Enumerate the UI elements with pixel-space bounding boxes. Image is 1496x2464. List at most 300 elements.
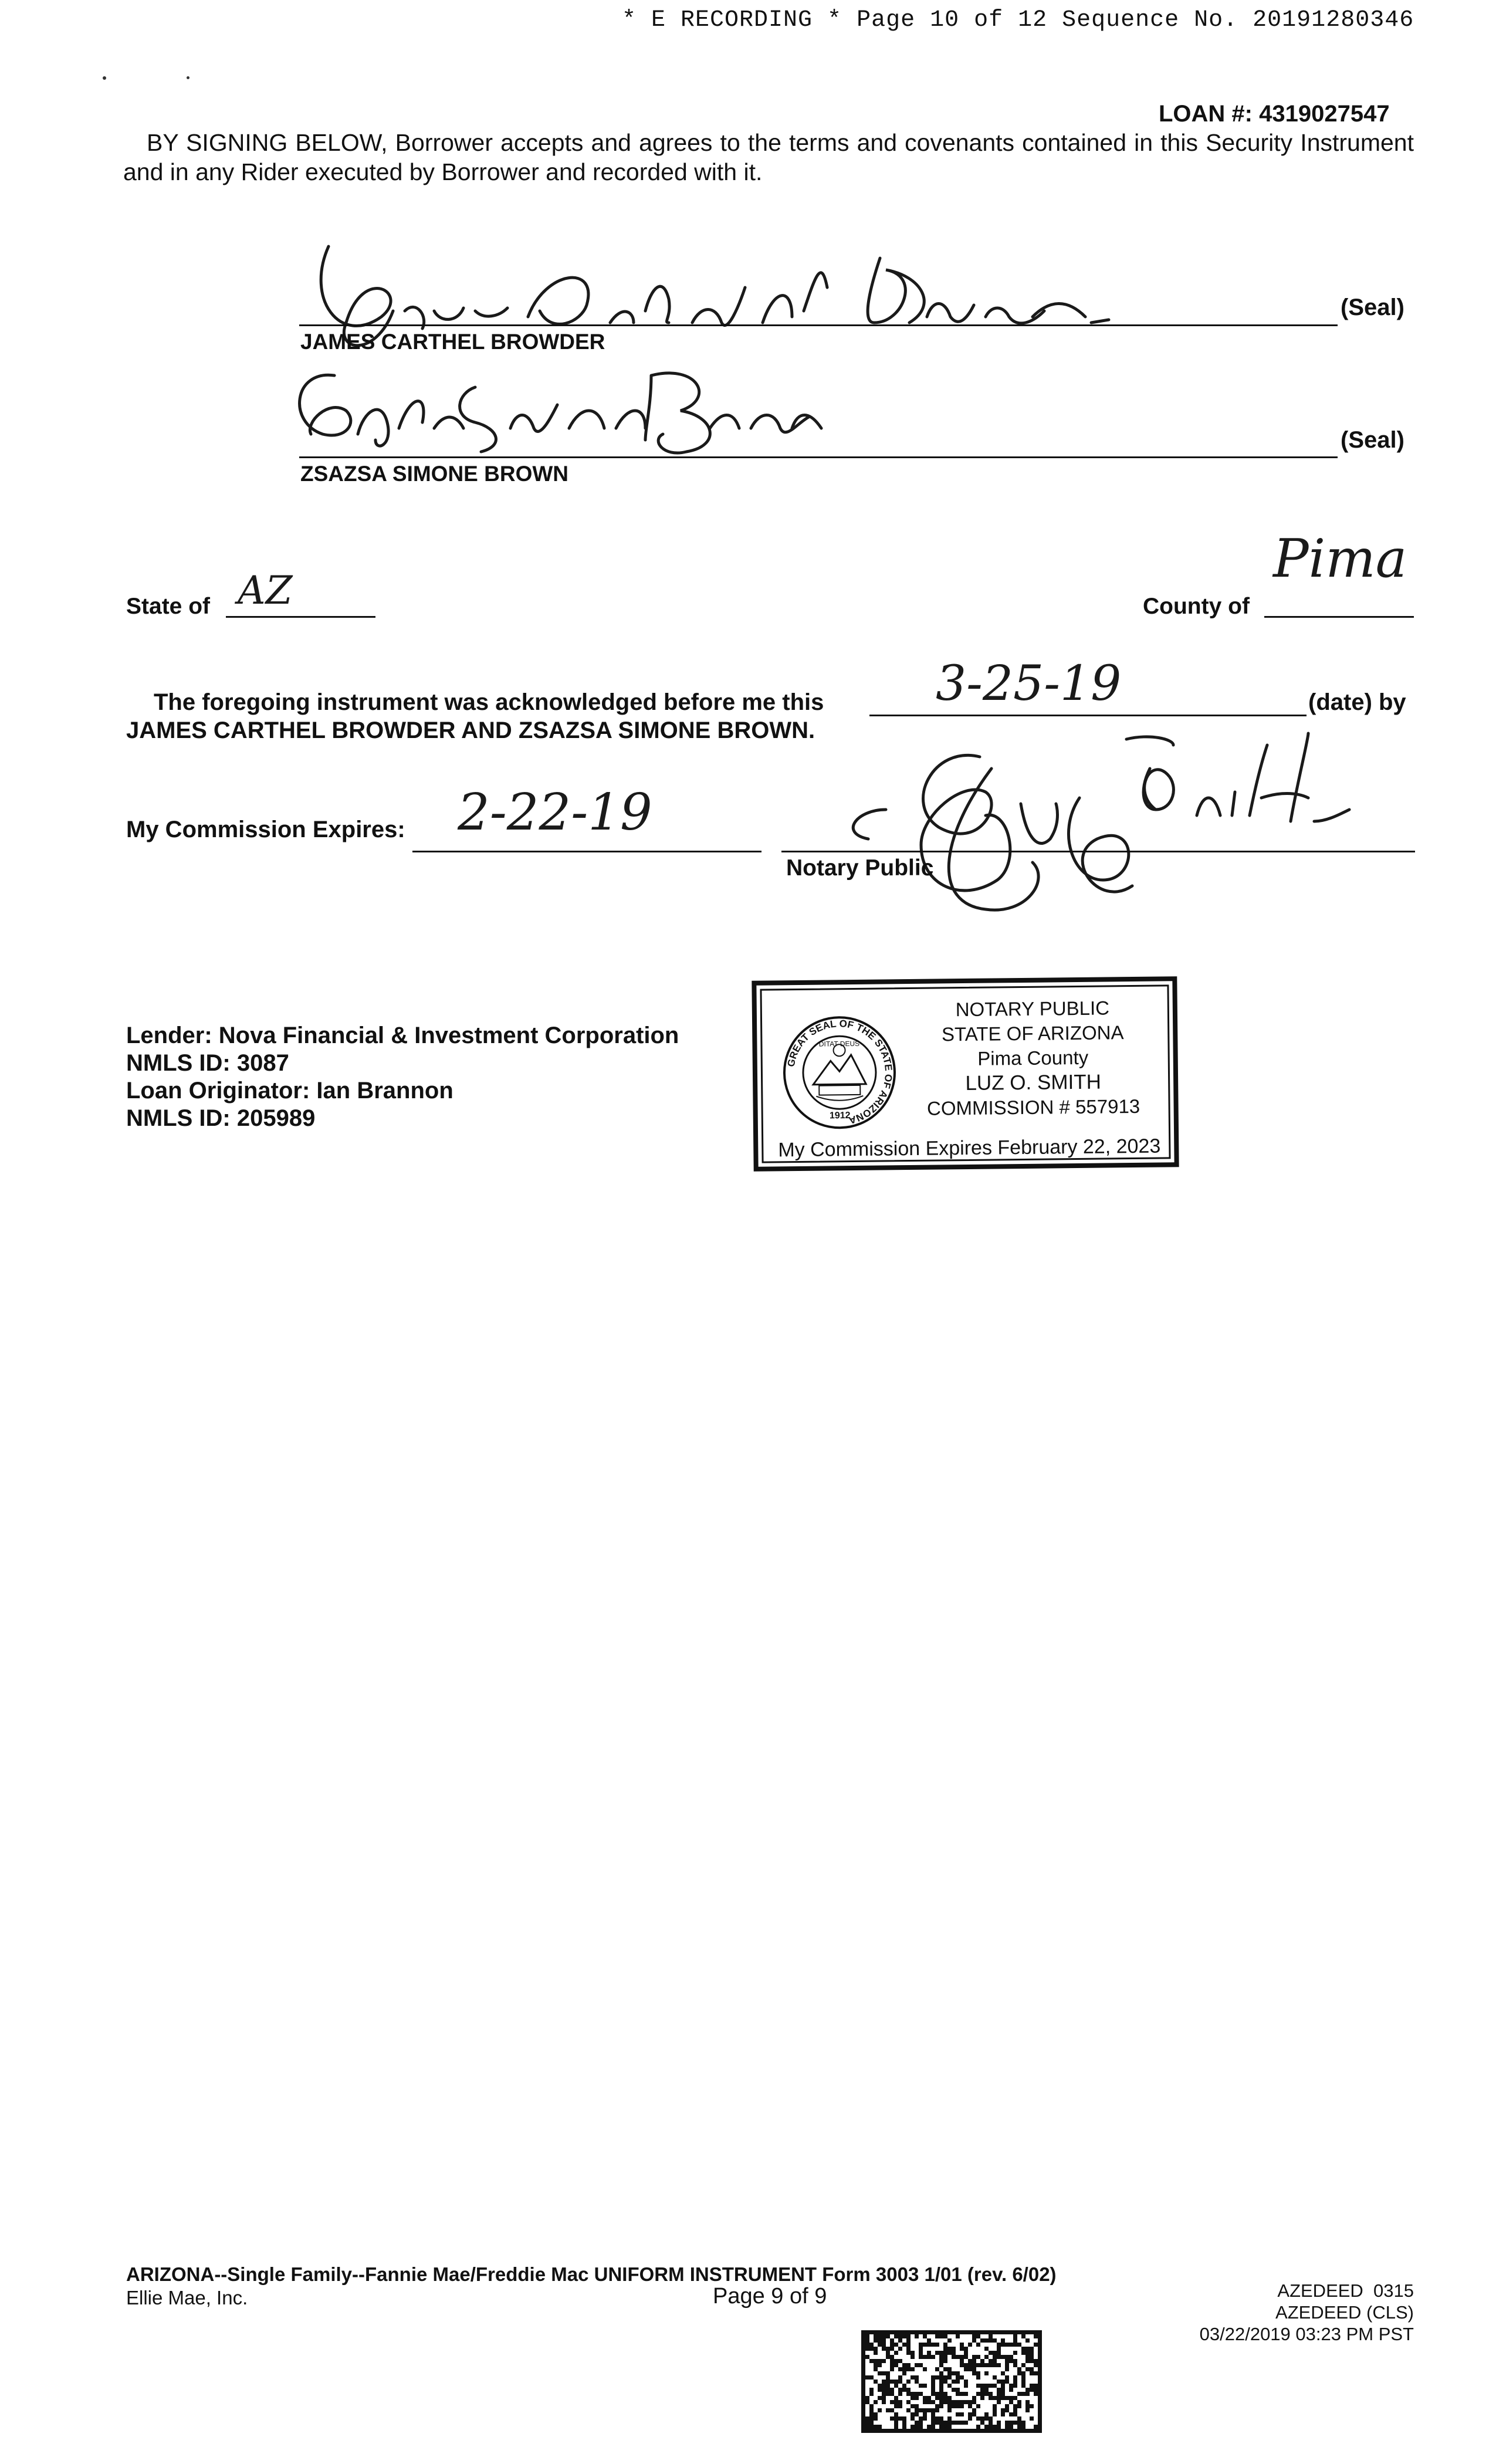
barcode-module [1017, 2330, 1021, 2334]
barcode-module [894, 2421, 898, 2425]
barcode-module [894, 2384, 898, 2388]
barcode-module [1001, 2338, 1005, 2343]
barcode-module [947, 2416, 952, 2421]
barcode-module [943, 2367, 947, 2371]
barcode-module [968, 2359, 972, 2363]
barcode-module [869, 2404, 874, 2408]
barcode-module [935, 2429, 939, 2433]
barcode-module [902, 2367, 906, 2371]
barcode-module [1017, 2421, 1021, 2425]
barcode-module [1038, 2408, 1042, 2412]
barcode-module [1013, 2338, 1017, 2343]
barcode-module [956, 2334, 960, 2338]
barcode-module [939, 2363, 943, 2367]
state-line [226, 616, 375, 618]
barcode-module [1025, 2400, 1030, 2404]
barcode-module [943, 2425, 947, 2429]
barcode-module [919, 2330, 923, 2334]
barcode-module [1005, 2367, 1009, 2371]
barcode-module [931, 2375, 935, 2380]
barcode-module [997, 2400, 1001, 2404]
barcode-module [976, 2375, 980, 2380]
barcode-module [980, 2363, 984, 2367]
barcode-module [960, 2392, 964, 2396]
barcode-module [869, 2359, 874, 2363]
barcode-module [956, 2429, 960, 2433]
barcode-module [931, 2343, 935, 2347]
barcode-module [984, 2347, 989, 2351]
borrower-1-name: JAMES CARTHEL BROWDER [300, 330, 605, 354]
barcode-module [989, 2384, 993, 2388]
barcode-module [964, 2363, 968, 2367]
barcode-module [882, 2384, 886, 2388]
barcode-module [894, 2380, 898, 2384]
barcode-module [1025, 2404, 1030, 2408]
barcode-module [935, 2330, 939, 2334]
barcode-module [869, 2416, 874, 2421]
barcode-module [956, 2371, 960, 2375]
barcode-module [861, 2412, 865, 2416]
barcode-module [911, 2425, 915, 2429]
barcode-module [890, 2330, 894, 2334]
barcode-module [882, 2380, 886, 2384]
barcode-module [886, 2330, 890, 2334]
barcode-module [931, 2425, 935, 2429]
commission-expires-value: 2-22-19 [458, 783, 652, 842]
barcode-module [997, 2380, 1001, 2384]
barcode-module [902, 2416, 906, 2421]
barcode-module [1005, 2408, 1009, 2412]
barcode-module [861, 2425, 865, 2429]
barcode-module [993, 2330, 997, 2334]
barcode-module [1013, 2330, 1017, 2334]
barcode-module [902, 2371, 906, 2375]
barcode-module [964, 2421, 968, 2425]
barcode-module [906, 2347, 911, 2351]
barcode-module [1038, 2343, 1042, 2347]
barcode-module [915, 2408, 919, 2412]
barcode-module [1034, 2359, 1038, 2363]
barcode-module [1034, 2363, 1038, 2367]
barcode-module [1013, 2380, 1017, 2384]
barcode-module [861, 2408, 865, 2412]
barcode-module [952, 2351, 956, 2355]
barcode-module [1005, 2404, 1009, 2408]
barcode-module [898, 2334, 902, 2338]
barcode-module [874, 2400, 878, 2404]
barcode-module [890, 2392, 894, 2396]
barcode-module [1025, 2351, 1030, 2355]
barcode-module [898, 2388, 902, 2392]
barcode-module [964, 2429, 968, 2433]
barcode-module [1034, 2425, 1038, 2429]
stamp-state: STATE OF ARIZONA [941, 1021, 1124, 1045]
barcode-module [865, 2334, 869, 2338]
barcode-module [984, 2330, 989, 2334]
barcode-module [939, 2371, 943, 2375]
barcode-module [972, 2396, 976, 2400]
barcode-module [1013, 2396, 1017, 2400]
barcode-module [890, 2347, 894, 2351]
barcode-module [939, 2396, 943, 2400]
barcode-module [898, 2347, 902, 2351]
acknowledgment-date-suffix: (date) by [1308, 689, 1406, 715]
barcode-module [943, 2334, 947, 2338]
barcode-module [1030, 2330, 1034, 2334]
barcode-module [898, 2375, 902, 2380]
barcode-module [906, 2334, 911, 2338]
borrower-2-name: ZSAZSA SIMONE BROWN [300, 462, 569, 486]
barcode-module [968, 2330, 972, 2334]
barcode-module [1001, 2408, 1005, 2412]
barcode-module [1038, 2416, 1042, 2421]
state-value: AZ [238, 568, 293, 613]
barcode-module [927, 2355, 931, 2359]
barcode-module [1009, 2396, 1013, 2400]
barcode-module [898, 2380, 902, 2384]
footer-code-1: AZEDEED 0315 [1277, 2280, 1414, 2301]
county-value: Pima [1273, 528, 1407, 590]
barcode-module [861, 2384, 865, 2388]
barcode-module [964, 2347, 968, 2351]
barcode-module [869, 2408, 874, 2412]
barcode-module [898, 2392, 902, 2396]
barcode-module [1005, 2396, 1009, 2400]
barcode-module [1013, 2429, 1017, 2433]
barcode-module [890, 2343, 894, 2347]
barcode-module [976, 2363, 980, 2367]
barcode-module [1034, 2384, 1038, 2388]
barcode-module [878, 2384, 882, 2388]
barcode-module [964, 2330, 968, 2334]
barcode-module [931, 2429, 935, 2433]
barcode-module [902, 2388, 906, 2392]
barcode-module [1021, 2351, 1025, 2355]
barcode-module [861, 2429, 865, 2433]
barcode-module [898, 2429, 902, 2433]
barcode-module [1034, 2343, 1038, 2347]
barcode-module [878, 2338, 882, 2343]
barcode-module [874, 2359, 878, 2363]
barcode-module [956, 2412, 960, 2416]
barcode-module [972, 2371, 976, 2375]
seal-ring-text: GREAT SEAL OF THE STATE OF ARIZONA [785, 1018, 895, 1126]
barcode-module [1038, 2388, 1042, 2392]
barcode-module [1017, 2400, 1021, 2404]
barcode-module [902, 2363, 906, 2367]
barcode-module [1013, 2375, 1017, 2380]
barcode-module [1021, 2380, 1025, 2384]
barcode-module [911, 2429, 915, 2433]
loan-number: LOAN #: 4319027547 [1159, 101, 1390, 127]
barcode-module [869, 2347, 874, 2351]
barcode-module [1034, 2388, 1038, 2392]
barcode-module [898, 2416, 902, 2421]
barcode-module [927, 2429, 931, 2433]
barcode-module [1034, 2429, 1038, 2433]
barcode-module [915, 2425, 919, 2429]
barcode-module [915, 2375, 919, 2380]
barcode-module [911, 2330, 915, 2334]
barcode-module [1030, 2404, 1034, 2408]
barcode-module [980, 2429, 984, 2433]
barcode-module [1038, 2392, 1042, 2396]
barcode-module [972, 2330, 976, 2334]
barcode-module [1021, 2392, 1025, 2396]
barcode-module [882, 2400, 886, 2404]
barcode-module [911, 2396, 915, 2400]
barcode-module [890, 2338, 894, 2343]
barcode-module [1034, 2371, 1038, 2375]
barcode-module [939, 2384, 943, 2388]
barcode-module [931, 2400, 935, 2404]
barcode-module [865, 2343, 869, 2347]
barcode-module [997, 2421, 1001, 2425]
barcode-module [1038, 2330, 1042, 2334]
acknowledgment-line-2: JAMES CARTHEL BROWDER AND ZSAZSA SIMONE BROWN. [126, 717, 815, 743]
barcode-module [865, 2429, 869, 2433]
barcode-module [943, 2429, 947, 2433]
barcode-module [1025, 2347, 1030, 2351]
county-label: County of [1143, 594, 1250, 619]
notary-stamp-text [903, 995, 1163, 1121]
notary-stamp [752, 976, 1179, 1172]
barcode-module [989, 2338, 993, 2343]
barcode-module [980, 2416, 984, 2421]
barcode-module [1009, 2355, 1013, 2359]
barcode-module [874, 2367, 878, 2371]
barcode-module [935, 2396, 939, 2400]
barcode-module [931, 2388, 935, 2392]
barcode-module [906, 2408, 911, 2412]
barcode-module [956, 2330, 960, 2334]
barcode-module [886, 2388, 890, 2392]
barcode-module [874, 2347, 878, 2351]
barcode-module [989, 2416, 993, 2421]
barcode-module [1021, 2384, 1025, 2388]
barcode-module [1025, 2388, 1030, 2392]
barcode-module [894, 2404, 898, 2408]
barcode-module [947, 2367, 952, 2371]
barcode-module [894, 2396, 898, 2400]
barcode-module [931, 2384, 935, 2388]
notary-signature-line [781, 851, 1415, 852]
signature-line-2 [299, 456, 1338, 458]
barcode-module [993, 2384, 997, 2388]
barcode-module [890, 2388, 894, 2392]
barcode-module [964, 2380, 968, 2384]
barcode-module [1013, 2363, 1017, 2367]
barcode-module [878, 2334, 882, 2338]
barcode-module [915, 2380, 919, 2384]
acknowledgment-date: 3-25-19 [936, 656, 1122, 712]
barcode-module [952, 2400, 956, 2404]
barcode-module [923, 2384, 927, 2388]
barcode-module [869, 2330, 874, 2334]
barcode-module [939, 2425, 943, 2429]
barcode-module [943, 2343, 947, 2347]
barcode-module [952, 2330, 956, 2334]
barcode-module [989, 2425, 993, 2429]
barcode-module [976, 2343, 980, 2347]
barcode-module [886, 2408, 890, 2412]
barcode-module [997, 2355, 1001, 2359]
barcode-module [943, 2359, 947, 2363]
barcode-module [869, 2343, 874, 2347]
barcode-module [861, 2363, 865, 2367]
barcode-module [980, 2392, 984, 2396]
barcode-module [989, 2421, 993, 2425]
barcode-module [886, 2384, 890, 2388]
scan-speck [103, 76, 106, 80]
barcode-module [1009, 2343, 1013, 2347]
barcode-module [861, 2388, 865, 2392]
barcode-module [1001, 2412, 1005, 2416]
barcode-module [939, 2375, 943, 2380]
barcode-module [931, 2392, 935, 2396]
barcode-module [1005, 2355, 1009, 2359]
barcode-module [960, 2404, 964, 2408]
originator-nmls: NMLS ID: 205989 [126, 1105, 316, 1131]
barcode-module [1013, 2421, 1017, 2425]
barcode-module [984, 2392, 989, 2396]
barcode-module [980, 2384, 984, 2388]
barcode-module [919, 2429, 923, 2433]
barcode-module [943, 2330, 947, 2334]
intro-paragraph: BY SIGNING BELOW, Borrower accepts and agrees to the terms and covenants contained in this Security Instrument and in any Rider executed by Borrower and recorded with it. [123, 129, 1414, 185]
barcode-module [894, 2334, 898, 2338]
barcode-module [923, 2343, 927, 2347]
barcode-module [890, 2367, 894, 2371]
barcode-module [993, 2363, 997, 2367]
barcode-module [960, 2363, 964, 2367]
barcode-module [919, 2421, 923, 2425]
barcode-module [882, 2343, 886, 2347]
barcode-module [869, 2421, 874, 2425]
barcode-module [882, 2330, 886, 2334]
barcode-module [861, 2351, 865, 2355]
barcode-module [919, 2351, 923, 2355]
barcode-module [923, 2367, 927, 2371]
barcode-module [865, 2425, 869, 2429]
barcode-module [915, 2334, 919, 2338]
barcode-module [1017, 2404, 1021, 2408]
barcode-module [878, 2330, 882, 2334]
barcode-module [960, 2330, 964, 2334]
barcode-module [1005, 2429, 1009, 2433]
barcode-module [906, 2400, 911, 2404]
barcode-module [882, 2338, 886, 2343]
barcode-module [989, 2429, 993, 2433]
barcode-module [972, 2400, 976, 2404]
barcode-module [1030, 2388, 1034, 2392]
barcode-module [989, 2351, 993, 2355]
barcode-module [927, 2338, 931, 2343]
barcode-module [968, 2400, 972, 2404]
barcode-module [964, 2351, 968, 2355]
barcode-module [1013, 2408, 1017, 2412]
barcode-module [911, 2355, 915, 2359]
barcode-module [960, 2347, 964, 2351]
barcode-module [1005, 2359, 1009, 2363]
barcode-module [993, 2425, 997, 2429]
barcode-module [882, 2371, 886, 2375]
barcode-module [861, 2392, 865, 2396]
barcode-module [874, 2351, 878, 2355]
barcode-module [874, 2380, 878, 2384]
barcode-module [956, 2404, 960, 2408]
barcode-module [993, 2375, 997, 2380]
barcode-module [956, 2380, 960, 2384]
barcode-module [919, 2347, 923, 2351]
barcode-module [947, 2400, 952, 2404]
barcode-module [874, 2338, 878, 2343]
barcode-module [1001, 2330, 1005, 2334]
barcode-module [882, 2392, 886, 2396]
barcode-module [952, 2371, 956, 2375]
barcode-module [1038, 2404, 1042, 2408]
barcode-module [997, 2396, 1001, 2400]
barcode-module [956, 2400, 960, 2404]
barcode-module [1030, 2347, 1034, 2351]
barcode-module [890, 2416, 894, 2421]
barcode-module [972, 2359, 976, 2363]
barcode-module [931, 2421, 935, 2425]
barcode-module [935, 2416, 939, 2421]
barcode-module [952, 2355, 956, 2359]
barcode-module [947, 2408, 952, 2412]
barcode-module [1021, 2330, 1025, 2334]
barcode-module [1038, 2412, 1042, 2416]
barcode-module [1005, 2425, 1009, 2429]
recording-header: * E RECORDING * Page 10 of 12 Sequence No. 20191280346 [622, 7, 1414, 33]
barcode-module [952, 2380, 956, 2384]
barcode-module [984, 2425, 989, 2429]
barcode-module [874, 2429, 878, 2433]
barcode-module [894, 2429, 898, 2433]
barcode-module [947, 2351, 952, 2355]
barcode-module [865, 2355, 869, 2359]
barcode-module [906, 2351, 911, 2355]
barcode-module [993, 2412, 997, 2416]
barcode-module [997, 2429, 1001, 2433]
barcode-module [861, 2400, 865, 2404]
barcode-module [1030, 2384, 1034, 2388]
barcode-module [1030, 2416, 1034, 2421]
loan-originator: Loan Originator: Ian Brannon [126, 1078, 453, 1104]
barcode-module [911, 2412, 915, 2416]
barcode-module [1038, 2334, 1042, 2338]
barcode-module [943, 2400, 947, 2404]
seal-label-2: (Seal) [1341, 427, 1404, 453]
barcode-module [1038, 2351, 1042, 2355]
barcode-module [878, 2408, 882, 2412]
barcode-module [984, 2412, 989, 2416]
notary-public-label: Notary Public [786, 855, 934, 881]
barcode-module [935, 2334, 939, 2338]
barcode-module [972, 2429, 976, 2433]
barcode-module [943, 2347, 947, 2351]
barcode-module [1009, 2412, 1013, 2416]
barcode-module [952, 2404, 956, 2408]
barcode-module [911, 2375, 915, 2380]
barcode-module [1038, 2425, 1042, 2429]
barcode-module [1025, 2330, 1030, 2334]
barcode-module [956, 2388, 960, 2392]
stamp-notary-name: LUZ O. SMITH [965, 1070, 1102, 1095]
barcode-module [984, 2429, 989, 2433]
barcode-module [1021, 2425, 1025, 2429]
